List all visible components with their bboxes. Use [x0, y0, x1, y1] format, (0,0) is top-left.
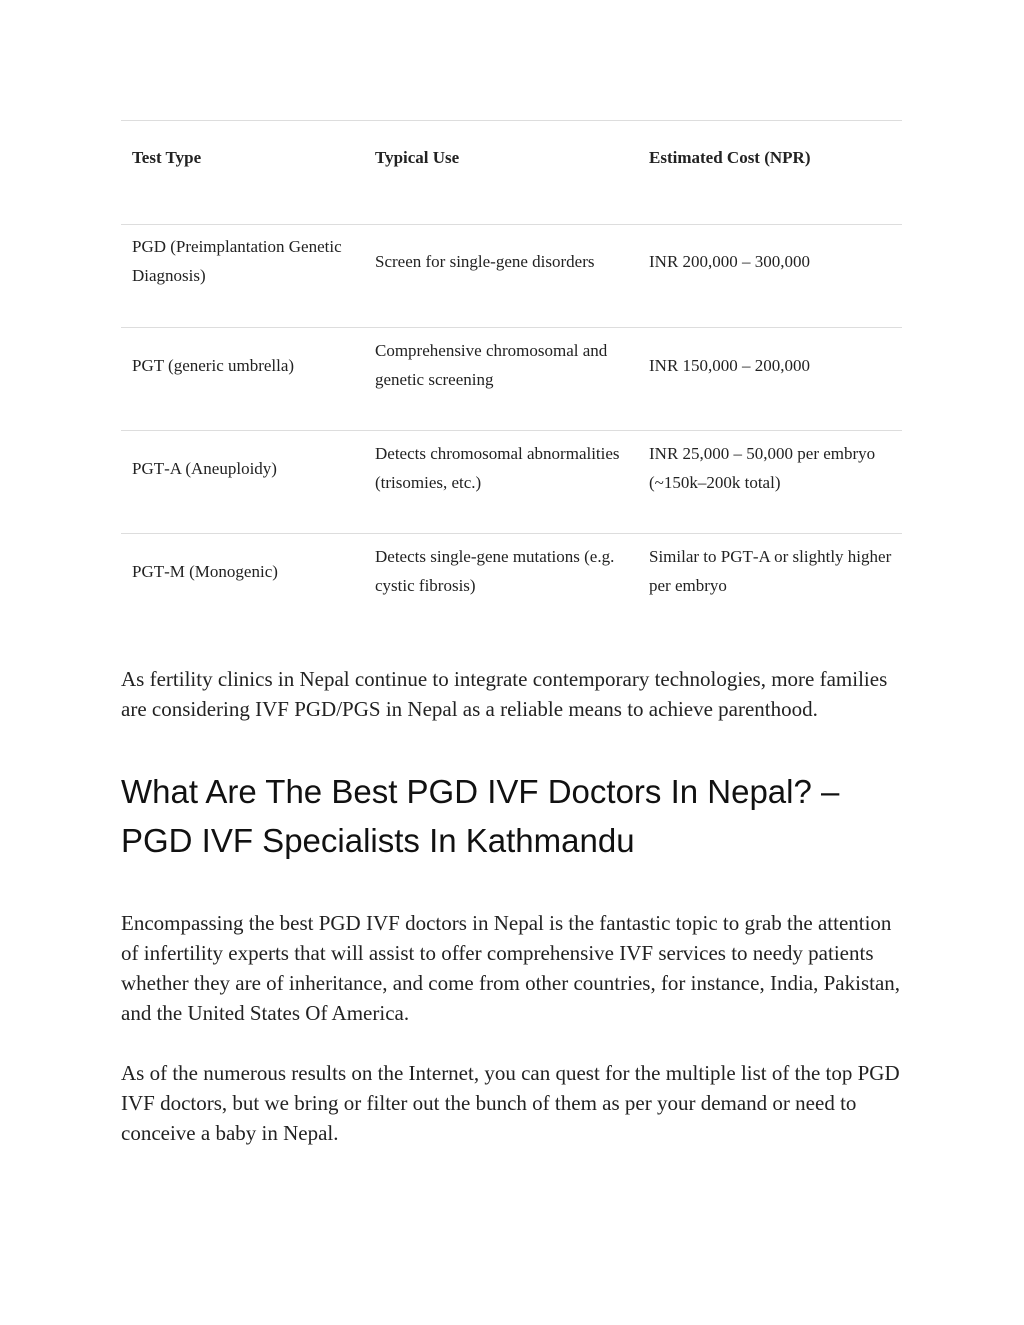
article-content [121, 120, 902, 1148]
cell-test-type: PGT‑A (Aneuploidy) [121, 431, 364, 534]
table-row [121, 328, 902, 431]
cell-estimated-cost: INR 150,000 – 200,000 [638, 328, 902, 431]
cell-test-type: PGT (generic umbrella) [121, 328, 364, 431]
pgt-cost-table [121, 120, 902, 637]
header-estimated-cost: Estimated Cost (NPR) [638, 121, 902, 225]
cell-test-type: PGD (Preimplantation Genetic Diagnosis) [121, 225, 364, 328]
cell-typical-use: Detects chromosomal abnormalities (trisomies, etc.) [364, 431, 638, 534]
intro-paragraph: As fertility clinics in Nepal continue to integrate contemporary technologies, more families are considering IVF PGD/PGS in Nepal as a reliable means to achieve parenthood. [121, 666, 888, 721]
cell-test-type: PGT‑M (Monogenic) [121, 534, 364, 637]
doctors-paragraph: Encompassing the best PGD IVF doctors in Nepal is the fantastic topic to grab the attention of infertility experts that will assist to offer comprehensive IVF services to needy patients whether they are of inheritance, and come from other countries, for instance, India, Pakistan, and the United States Of America. [121, 910, 901, 1025]
search-results-paragraph: As of the numerous results on the Internet, you can quest for the multiple list of the top PGD IVF doctors, but we bring or filter out the bunch of them as per your demand or need to conceive a baby in Nepal. [121, 1060, 900, 1145]
cell-typical-use: Comprehensive chromosomal and genetic screening [364, 328, 638, 431]
header-typical-use: Typical Use [364, 121, 638, 225]
table-row [121, 431, 902, 534]
cell-estimated-cost: INR 200,000 – 300,000 [638, 225, 902, 328]
cell-typical-use: Detects single‑gene mutations (e.g. cystic fibrosis) [364, 534, 638, 637]
cell-estimated-cost: INR 25,000 – 50,000 per embryo (~150k–200k total) [638, 431, 902, 534]
cell-estimated-cost: Similar to PGT‑A or slightly higher per embryo [638, 534, 902, 637]
section-heading: What Are The Best PGD IVF Doctors In Nepal? – PGD IVF Specialists In Kathmandu [121, 772, 840, 859]
table-header-row [121, 121, 902, 225]
table-row [121, 534, 902, 637]
header-test-type: Test Type [121, 121, 364, 225]
cell-typical-use: Screen for single-gene disorders [364, 225, 638, 328]
table-row [121, 225, 902, 328]
